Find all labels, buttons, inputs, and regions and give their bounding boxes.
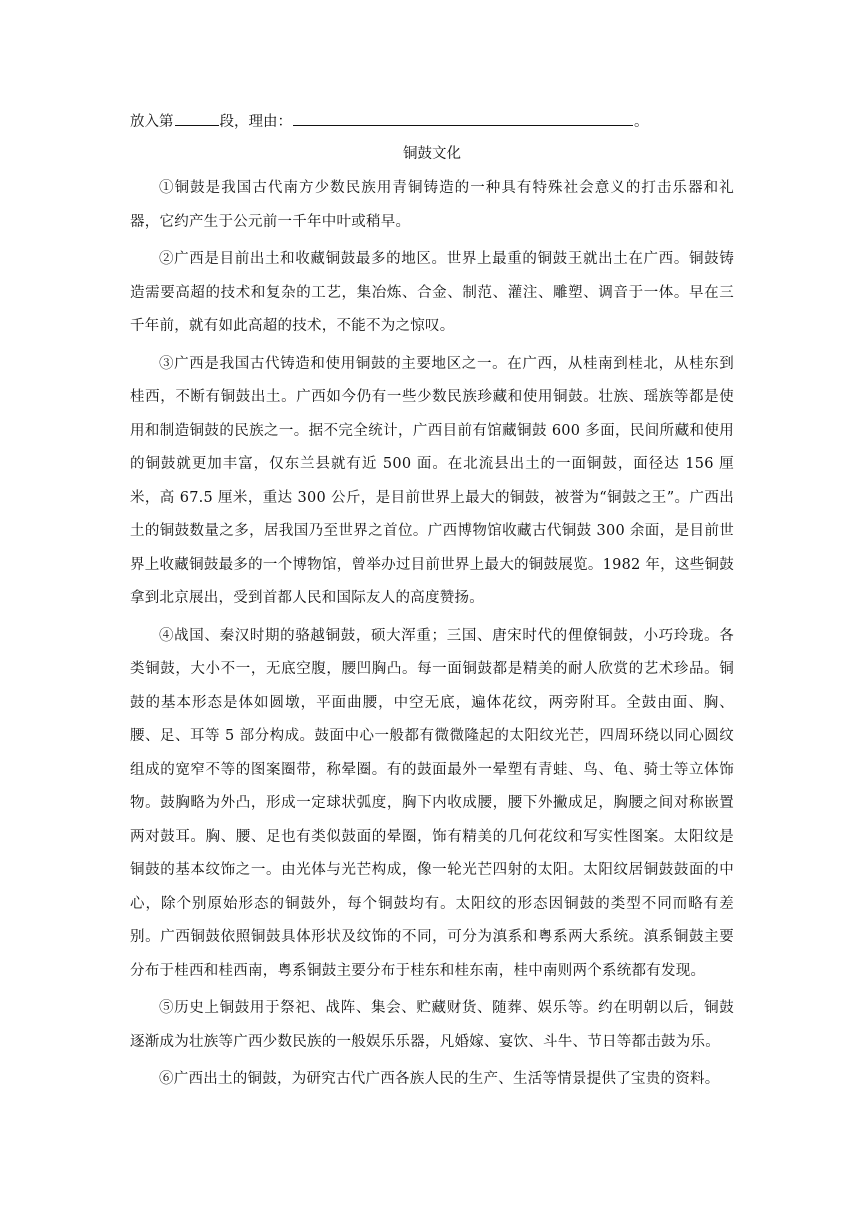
article-title: 铜鼓文化 [403, 146, 461, 162]
answer-prompt [130, 108, 734, 136]
document-page [130, 108, 734, 1101]
paragraph-3: ③广西是我国古代铸造和使用铜鼓的主要地区之一。在广西，从桂南到桂北，从桂东到桂西，不断有铜鼓出土。广西如今仍有一些少数民族珍藏和使用铜鼓。壮族、瑶族等都是使用和制造铜鼓的民族之一。据不完全统计，广西目前有馆藏铜鼓 600 多面，民间所藏和使用的铜鼓就更加丰富，仅东兰县就有近 500 面。在北流县出土的一面铜鼓，面径达 156 厘米，高 67.5 厘米，重达 300 公斤，是目前世界上最大的铜鼓，被誉为“铜鼓之王”。广西出土的铜鼓数量之多，居我国乃至世界之首位。广西博物馆收藏古代铜鼓 300 余面，是目前世界上收藏铜鼓最多的一个博物馆，曾举办过目前世界上最大的铜鼓展览。1982 年，这些铜鼓拿到北京展出，受到首都人民和国际友人的高度赞扬。 [130, 355, 734, 606]
reason-blank[interactable] [293, 109, 633, 126]
paragraph-2: ②广西是目前出土和收藏铜鼓最多的地区。世界上最重的铜鼓王就出土在广西。铜鼓铸造需要高超的技术和复杂的工艺，集冶炼、合金、制范、灌注、雕塑、调音于一体。早在三千年前，就有如此高超的技术，不能不为之惊叹。 [130, 251, 734, 334]
paragraph-number-blank[interactable] [175, 109, 219, 126]
answer-prompt-middle: 段，理由： [219, 114, 292, 130]
paragraph-1: ①铜鼓是我国古代南方少数民族用青铜铸造的一种具有特殊社会意义的打击乐器和礼器，它约产生于公元前一千年中叶或稍早。 [130, 180, 734, 230]
paragraph-6: ⑥广西出土的铜鼓，为研究古代广西各族人民的生产、生活等情景提供了宝贵的资料。 [159, 1071, 720, 1087]
paragraph-4: ④战国、秦汉时期的骆越铜鼓，硕大浑重；三国、唐宋时代的俚僚铜鼓，小巧玲珑。各类铜鼓，大小不一，无底空腹，腰凹胸凸。每一面铜鼓都是精美的耐人欣赏的艺术珍品。铜鼓的基本形态是体如圆墩，平面曲腰，中空无底，遍体花纹，两旁附耳。全鼓由面、胸、腰、足、耳等 5 部分构成。鼓面中心一般都有微微隆起的太阳纹光芒，四周环绕以同心圆纹组成的宽窄不等的图案圈带，称晕圈。有的鼓面最外一晕塑有青蛙、鸟、龟、骑士等立体饰物。鼓胸略为外凸，形成一定球状弧度，胸下内收成腰，腰下外撇成足，胸腰之间对称嵌置两对鼓耳。胸、腰、足也有类似鼓面的晕圈，饰有精美的几何花纹和写实性图案。太阳纹是铜鼓的基本纹饰之一。由光体与光芒构成，像一轮光芒四射的太阳。太阳纹居铜鼓鼓面的中心，除个别原始形态的铜鼓外，每个铜鼓均有。太阳纹的形态因铜鼓的类型不同而略有差别。广西铜鼓依照铜鼓具体形状及纹饰的不同，可分为滇系和粤系两大系统。滇系铜鼓主要分布于桂西和桂西南，粤系铜鼓主要分布于桂东和桂东南，桂中南则两个系统都有发现。 [130, 627, 734, 979]
answer-prompt-end: 。 [634, 114, 649, 130]
answer-prompt-before: 放入第 [130, 114, 174, 130]
paragraph-5: ⑤历史上铜鼓用于祭祀、战阵、集会、贮藏财货、随葬、娱乐等。约在明朝以后，铜鼓逐渐成为壮族等广西少数民族的一般娱乐乐器，凡婚嫁、宴饮、斗牛、节日等都击鼓为乐。 [130, 1000, 734, 1050]
